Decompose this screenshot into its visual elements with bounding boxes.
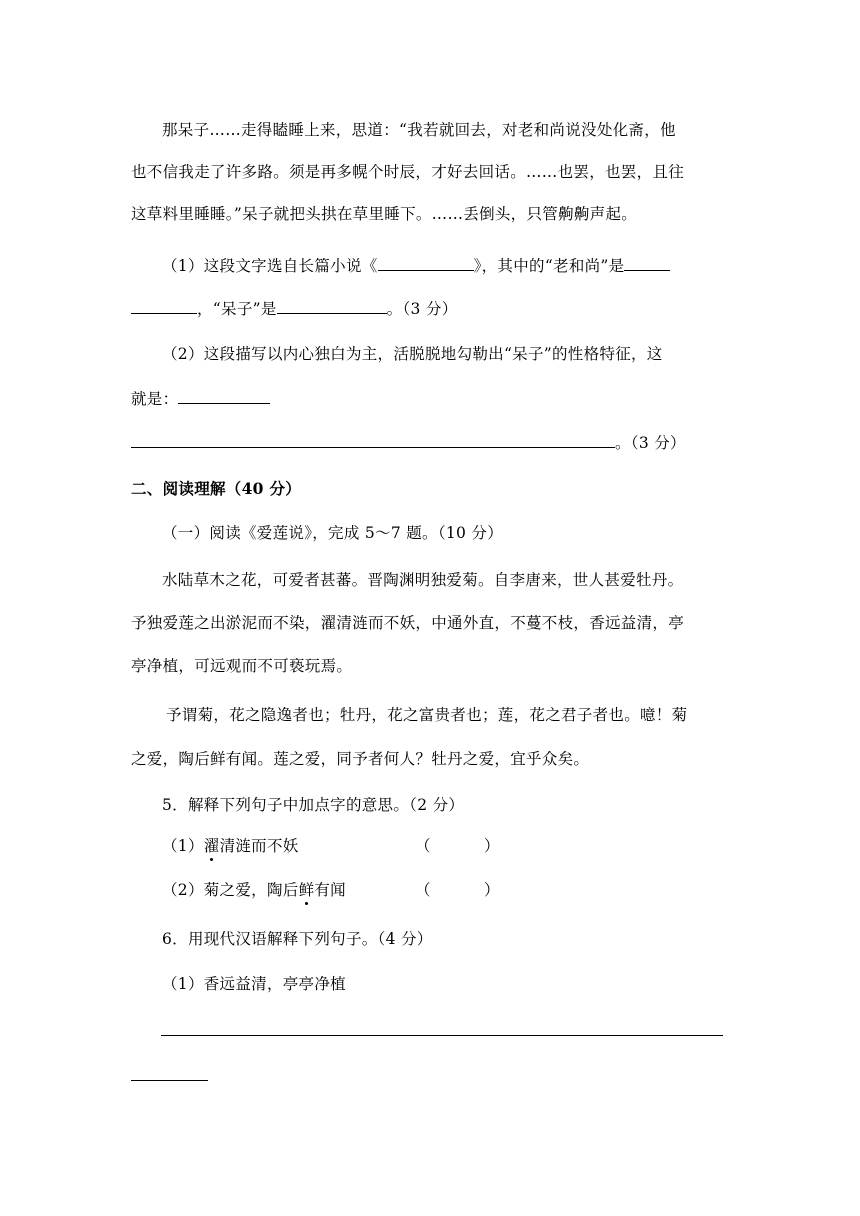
passage-line-2: 也不信我走了许多路。须是再多幌个时辰，才好去回话。……也罢，也罢，且往 <box>131 163 685 181</box>
character-trait-blank-end[interactable] <box>131 432 615 448</box>
question-5-item-1 <box>162 836 299 856</box>
old-monk-blank-end[interactable] <box>131 298 197 314</box>
novel-title-blank[interactable] <box>378 255 474 271</box>
q5-item-2-rest: 有闻 <box>314 881 346 899</box>
q5-item-1-prefix: （1） <box>162 837 204 855</box>
question-5-item-2 <box>162 880 346 900</box>
q5-item-2-dotted-char: 鲜 <box>298 881 315 899</box>
question-1-line-1 <box>162 255 670 276</box>
passage-line-1: 那呆子……走得瞌睡上来，思道：“我若就回去，对老和尚说没处化斋，他 <box>162 121 676 139</box>
question-2-lead: 就是： <box>131 390 179 408</box>
q5-item-2-paren-close: ） <box>484 881 500 899</box>
answer-line-1[interactable] <box>161 1035 723 1036</box>
daizi-blank[interactable] <box>277 298 387 314</box>
passage-line-3: 这草料里睡睡。”呆子就把头拱在草里睡下。……丢倒头，只管齁齁声起。 <box>131 205 638 223</box>
q5-item-1-dotted-char: 濯 <box>203 837 220 855</box>
question-2-score: 。（3 分） <box>615 434 686 452</box>
character-trait-blank-start[interactable] <box>178 388 270 404</box>
ailian-p1-line-3: 亭净植，可远观而不可亵玩焉。 <box>131 657 353 675</box>
question-1-text-b: 》，其中的“老和尚”是 <box>473 257 625 275</box>
section-2-heading: 二、阅读理解（40 分） <box>131 479 302 498</box>
old-monk-blank-start[interactable] <box>624 255 670 271</box>
ailian-p2-line-2: 之爱，陶后鲜有闻。莲之爱，同予者何人？牡丹之爱，宜乎众矣。 <box>131 750 590 768</box>
question-6-title: 6．用现代汉语解释下列句子。（4 分） <box>162 930 433 948</box>
question-1-line-2 <box>131 298 458 319</box>
section-2-subheading: （一）阅读《爱莲说》，完成 5～7 题。（10 分） <box>162 524 504 542</box>
question-6-item-1: （1）香远益清，亭亭净植 <box>162 975 346 993</box>
question-2-line-2 <box>131 388 270 409</box>
answer-line-2[interactable] <box>131 1080 208 1081</box>
q5-item-1-rest: 清涟而不妖 <box>219 837 299 855</box>
ailian-p2-line-1: 予谓菊，花之隐逸者也；牡丹，花之富贵者也；莲，花之君子者也。噫！菊 <box>166 706 688 724</box>
question-1-text-a: （1）这段文字选自长篇小说《 <box>162 257 378 275</box>
question-5-title: 5．解释下列句子中加点字的意思。（2 分） <box>162 796 465 814</box>
question-2-line-1: （2）这段描写以内心独白为主，活脱脱地勾勒出“呆子”的性格特征，这 <box>162 345 663 363</box>
q5-item-1-paren-close: ） <box>484 837 500 855</box>
q5-item-2-prefix: （2）菊之爱，陶后 <box>162 881 299 899</box>
question-1-text-c: ，“呆子”是 <box>197 300 277 318</box>
q5-item-2-paren-open: （ <box>415 881 431 899</box>
ailian-p1-line-1: 水陆草木之花，可爱者甚蕃。晋陶渊明独爱菊。自李唐来，世人甚爱牡丹。 <box>162 571 684 589</box>
q5-item-1-paren-open: （ <box>415 837 431 855</box>
question-1-text-d: 。（3 分） <box>386 300 458 318</box>
question-2-line-3 <box>131 432 686 453</box>
ailian-p1-line-2: 予独爱莲之出淤泥而不染，濯清涟而不妖，中通外直，不蔓不枝，香远益清，亭 <box>131 614 685 632</box>
